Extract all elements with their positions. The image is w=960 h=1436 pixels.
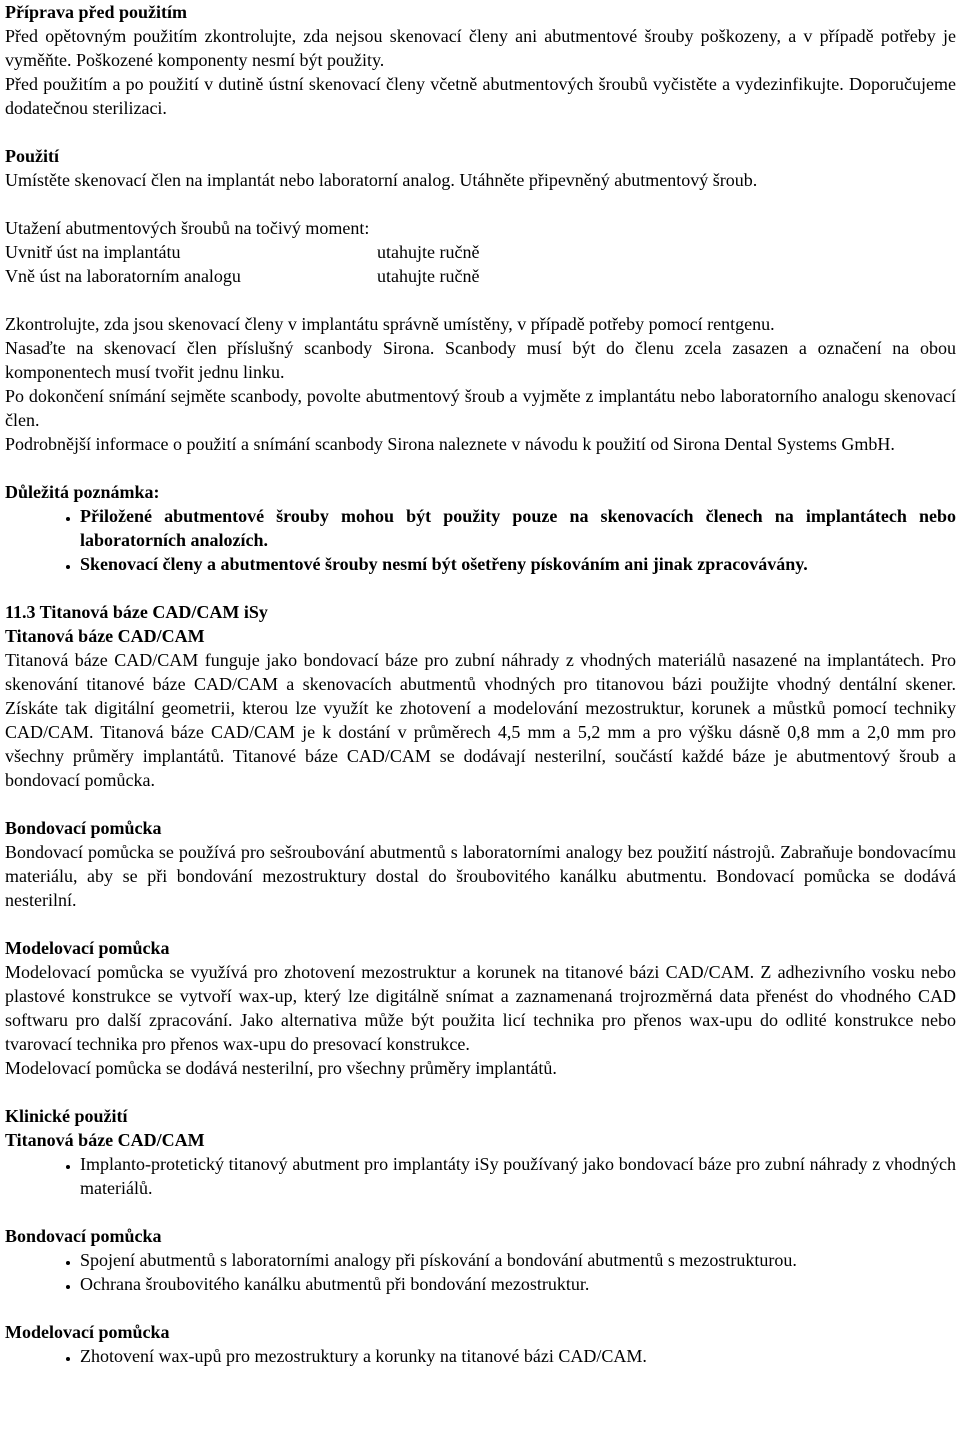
important-note-list [5, 504, 956, 576]
list-item: • Implanto-protetický titanový abutment pro implantáty iSy používaný jako bondovací báze pro zubní náhrady z vhodných materiálů. [80, 1152, 956, 1200]
subsection-title-bonding-aid: Bondovací pomůcka [5, 818, 162, 838]
paragraph: Před použitím a po použití v dutině ústní skenovací členy včetně abutmentových šroubů vyčistěte a vydezinfikujte. Doporučujeme dodatečnou sterilizaci. [5, 74, 956, 118]
torque-value: utahujte ručně [377, 266, 480, 286]
subsection-title: Bondovací pomůcka [5, 1226, 162, 1246]
paragraph: Zkontrolujte, zda jsou skenovací členy v implantátu správně umístěny, v případě potřeby pomocí rentgenu. [5, 314, 775, 334]
paragraph: Umístěte skenovací člen na implantát nebo laboratorní analog. Utáhněte připevněný abutmentový šroub. [5, 170, 758, 190]
section-title-usage: Použití [5, 146, 59, 166]
list-item: • Přiložené abutmentové šrouby mohou být použity pouze na skenovacích členech na implantátech nebo laboratorních analozích. [80, 504, 956, 552]
paragraph: Po dokončení snímání sejměte scanbody, povolte abutmentový šroub a vyjměte z implantátu nebo laboratorního analogu skenovací člen. [5, 386, 956, 430]
list-item: • Ochrana šroubovitého kanálku abutmentů při bondování mezostruktur. [80, 1272, 956, 1296]
torque-label: Uvnitř úst na implantátu [5, 242, 181, 262]
subsection-title: Titanová báze CAD/CAM [5, 1130, 205, 1150]
clinical-bond-list [5, 1248, 956, 1296]
torque-heading: Utažení abutmentových šroubů na točivý moment: [5, 218, 370, 238]
list-item: • Skenovací členy a abutmentové šrouby nesmí být ošetřeny pískováním ani jinak zpracovávány. [80, 552, 956, 576]
clinical-base-list [5, 1152, 956, 1200]
list-item: • Spojení abutmentů s laboratorními analogy při pískování a bondování abutmentů s mezostrukturou. [80, 1248, 956, 1272]
torque-row [5, 240, 956, 264]
paragraph: Podrobnější informace o použití a snímání scanbody Sirona naleznete v návodu k použití od Sirona Dental Systems GmbH. [5, 434, 895, 454]
subsection-title: Modelovací pomůcka [5, 1322, 170, 1342]
section-title-titanium-base: 11.3 Titanová báze CAD/CAM iSy [5, 602, 268, 622]
document-page [5, 0, 956, 1368]
subsection-title: Titanová báze CAD/CAM [5, 626, 205, 646]
paragraph: Bondovací pomůcka se používá pro sešroubování abutmentů s laboratorními analogy bez použití nástrojů. Zabraňuje bondovacímu materiálu, aby se při bondování mezostruktury dostal do šroubovitého kanálku abutmentu. Bondovací pomůcka se dodává nesterilní. [5, 842, 956, 910]
torque-label: Vně úst na laboratorním analogu [5, 266, 241, 286]
paragraph: Nasaďte na skenovací člen příslušný scanbody Sirona. Scanbody musí být do členu zcela zasazen a označení na obou komponentech musí tvořit jednu linku. [5, 338, 956, 382]
clinical-model-list [5, 1344, 956, 1368]
torque-value: utahujte ručně [377, 242, 480, 262]
paragraph: Modelovací pomůcka se využívá pro zhotovení mezostruktur a korunek na titanové bázi CAD/CAM. Z adhezivního vosku nebo plastové konstrukce se vytvoří wax-up, který lze digitálně snímat a zaznamenaná trojrozměrná data přenést do vhodného CAD softwaru pro další zpracování. Jako alternativa může být použita licí technika pro přenos wax-upu do odlité konstrukce nebo tvarovací technika pro přenos wax-upu do presovací konstrukce. [5, 962, 956, 1054]
important-note-title: Důležitá poznámka: [5, 482, 160, 502]
section-title-clinical-use: Klinické použití [5, 1106, 128, 1126]
torque-row [5, 264, 956, 288]
paragraph: Před opětovným použitím zkontrolujte, zda nejsou skenovací členy ani abutmentové šrouby poškozeny, a v případě potřeby je vyměňte. Poškozené komponenty nesmí být použity. [5, 26, 956, 70]
list-item: • Zhotovení wax-upů pro mezostruktury a korunky na titanové bázi CAD/CAM. [80, 1344, 956, 1368]
paragraph: Titanová báze CAD/CAM funguje jako bondovací báze pro zubní náhrady z vhodných materiálů nasazené na implantátech. Pro skenování titanové báze CAD/CAM a skenovacích abutmentů vhodných pro titanovou bázi použijte vhodný dentální skener. Získáte tak digitální geometrii, kterou lze využít ke zhotovení a modelování mezostruktur, korunek a můstků pomocí techniky CAD/CAM. Titanová báze CAD/CAM je k dostání v průměrech 4,5 mm a 5,2 mm a pro výšku dásně 0,8 mm a 2,0 mm pro všechny průměry implantátů. Titanové báze CAD/CAM se dodávají nesterilní, součástí každé báze je abutmentový šroub a bondovací pomůcka. [5, 650, 956, 790]
subsection-title-modelling-aid: Modelovací pomůcka [5, 938, 170, 958]
section-title-preparation: Příprava před použitím [5, 2, 187, 22]
paragraph: Modelovací pomůcka se dodává nesterilní, pro všechny průměry implantátů. [5, 1058, 557, 1078]
